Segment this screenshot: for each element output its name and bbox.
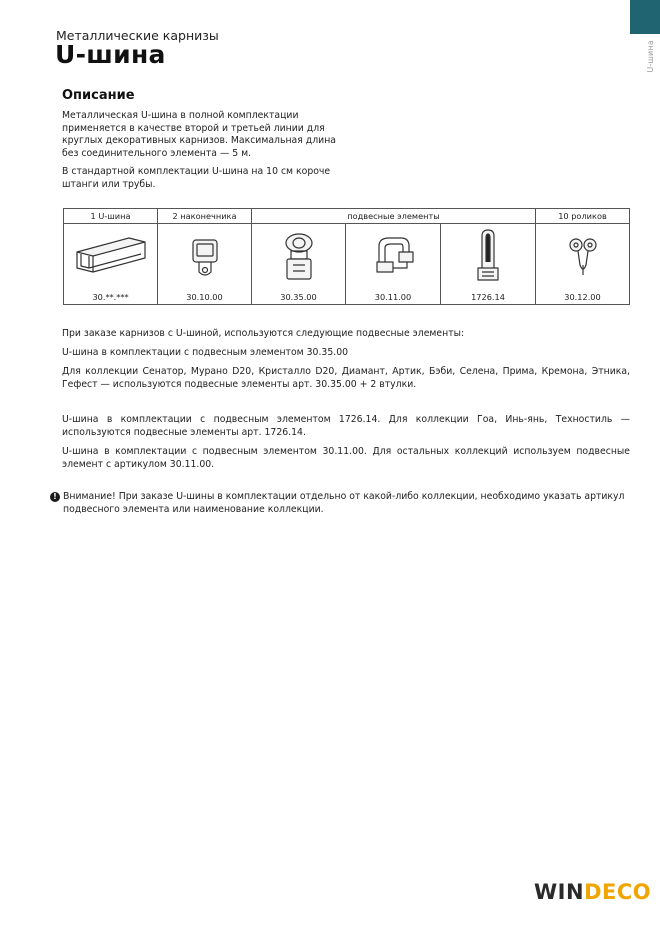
- component-code: 1726.14: [441, 290, 536, 305]
- roller-icon: [566, 235, 600, 279]
- table-header: 10 роликов: [536, 209, 630, 224]
- component-image-cell: [536, 224, 630, 291]
- table-header: 2 наконечника: [158, 209, 252, 224]
- brand-logo: [534, 880, 651, 904]
- body-paragraph: При заказе карнизов с U-шиной, используются следующие подвесные элементы:: [62, 328, 465, 339]
- hook-hanger-icon: [369, 232, 417, 282]
- description-heading: Описание: [62, 88, 135, 103]
- body-paragraph: U-шина в комплектации с подвесным элементом 1726.14. Для коллекции Гоа, Инь-янь, Техностиль — используются подвесные элементы арт. 1726.14.: [62, 414, 630, 438]
- component-code: 30.11.00: [346, 290, 441, 305]
- logo-part-deco: DECO: [584, 880, 652, 904]
- chapter-label: U-шина: [645, 40, 655, 73]
- ring-hanger-icon: [277, 229, 321, 285]
- exclamation-icon: !: [50, 492, 60, 502]
- component-image-cell: [64, 224, 158, 291]
- page-subtitle: Металлические карнизы: [56, 28, 219, 43]
- body-paragraph: U-шина в комплектации с подвесным элементом 30.35.00: [62, 347, 349, 358]
- description-paragraph: Металлическая U-шина в полной комплектации применяется в качестве второй и третьей линии для круглых декоративных карнизов. Максимальная длина без соединительного элемента — 5 м.: [62, 110, 336, 159]
- warning-note: [50, 491, 630, 516]
- description-paragraph: В стандартной комплектации U-шина на 10 см короче штанги или трубы.: [62, 166, 331, 190]
- warning-text: Внимание! При заказе U-шины в комплектации отдельно от какой-либо коллекции, необходимо указать артикул подвесного элемента или наименование коллекции.: [63, 491, 625, 515]
- end-cap-icon: [185, 232, 225, 282]
- components-table: [63, 208, 630, 305]
- component-code: 30.10.00: [158, 290, 252, 305]
- body-paragraph: U-шина в комплектации с подвесным элементом 30.11.00. Для остальных коллекций используем подвесные элемент с артикулом 30.11.00.: [62, 446, 630, 470]
- description-text: [62, 110, 340, 198]
- table-header: 1 U-шина: [64, 209, 158, 224]
- tab-hanger-icon: [472, 228, 504, 286]
- component-code: 30.12.00: [536, 290, 630, 305]
- page-title: U-шина: [55, 40, 166, 69]
- logo-part-win: WIN: [534, 880, 585, 904]
- chapter-tab: [630, 0, 660, 34]
- component-code: 30.**.***: [64, 290, 158, 305]
- component-code: 30.35.00: [252, 290, 346, 305]
- table-header: подвесные элементы: [252, 209, 536, 224]
- u-rail-profile-icon: [71, 232, 151, 282]
- component-image-cell: [441, 224, 536, 291]
- component-image-cell: [346, 224, 441, 291]
- component-image-cell: [252, 224, 346, 291]
- body-paragraph: Для коллекции Сенатор, Мурано D20, Кристалло D20, Диамант, Артик, Бэби, Селена, Прима, Кремона, Этника, Гефест — используются подвесные элементы арт. 30.35.00 + 2 втулки.: [62, 366, 630, 390]
- component-image-cell: [158, 224, 252, 291]
